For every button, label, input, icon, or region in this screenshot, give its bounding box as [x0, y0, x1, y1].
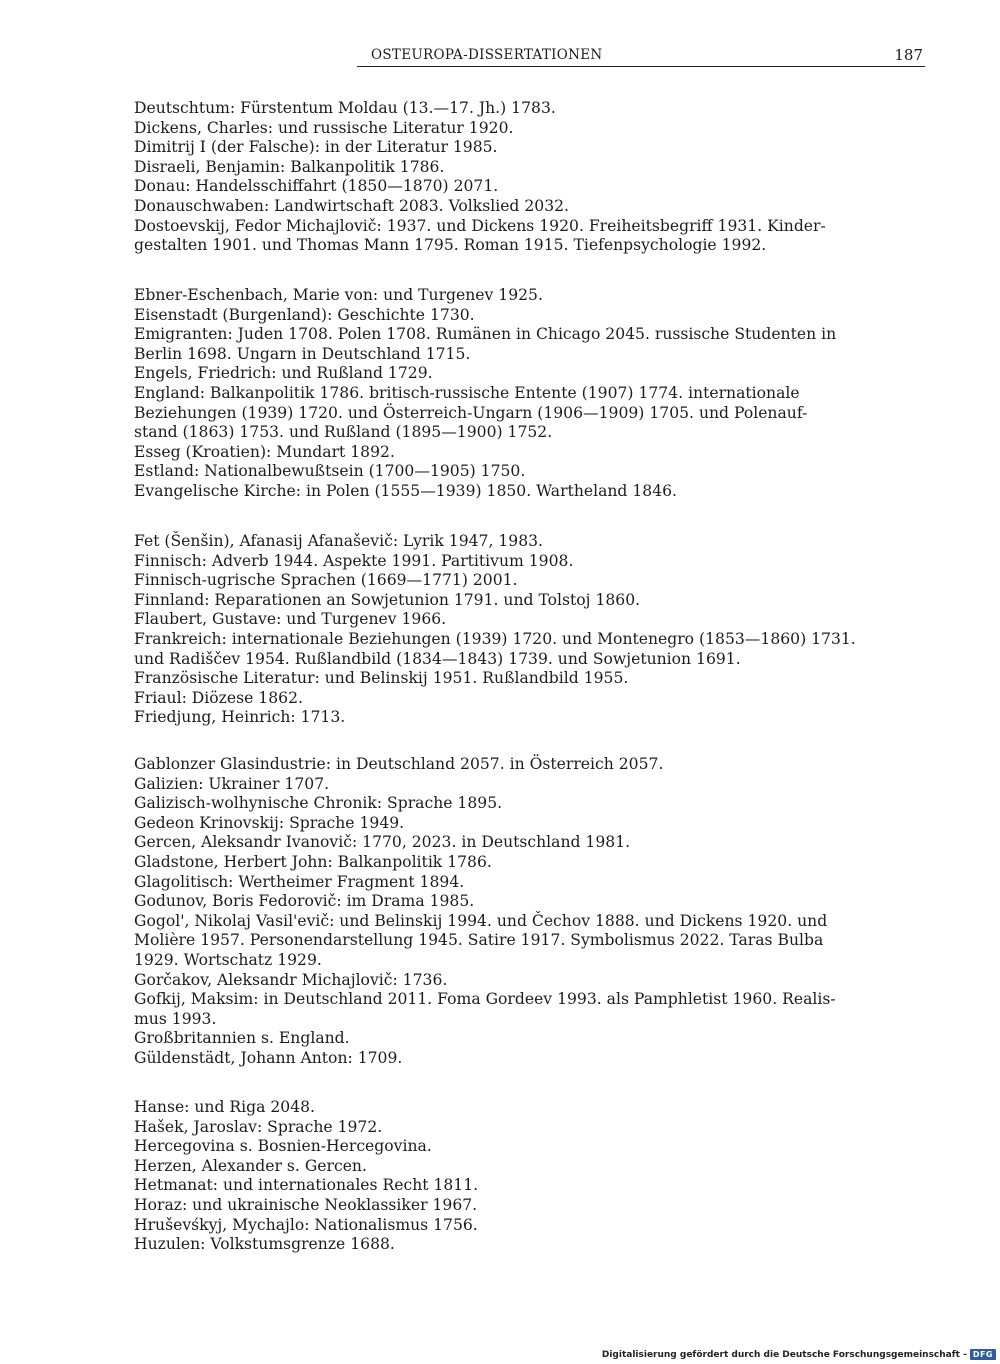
index-entry [134, 708, 934, 728]
entry-continuation: stand (1863) 1753. und Rußland (1895—1900) 1752. [134, 423, 553, 442]
entry-line: Gofkij, Maksim: in Deutschland 2011. Foma Gordeev 1993. als Pamphletist 1960. Realis- [134, 990, 836, 1009]
entry-line: Evangelische Kirche: in Polen (1555—1939) 1850. Wartheland 1846. [134, 481, 677, 500]
entry-line: Horaz: und ukrainische Neoklassiker 1967. [134, 1195, 478, 1214]
entry-line: Finnisch-ugrische Sprachen (1669—1771) 2001. [134, 571, 518, 590]
index-entry [134, 1137, 934, 1157]
index-entry [134, 630, 934, 669]
index-entry [134, 138, 934, 158]
entry-line: Emigranten: Juden 1708. Polen 1708. Rumänen in Chicago 2045. russische Studenten in [134, 325, 837, 344]
entry-line: Friaul: Diözese 1862. [134, 688, 303, 707]
index-entry [134, 158, 934, 178]
running-title: OSTEUROPA-DISSERTATIONEN [371, 47, 603, 63]
index-entry [134, 119, 934, 139]
entry-line: Esseg (Kroatien): Mundart 1892. [134, 442, 395, 461]
entry-line: Friedjung, Heinrich: 1713. [134, 708, 346, 727]
index-entry [134, 462, 934, 482]
entry-line: Dickens, Charles: und russische Literatur 1920. [134, 118, 514, 137]
entry-line: Großbritannien s. England. [134, 1029, 350, 1048]
index-entry [134, 286, 934, 306]
entry-line: Fet (Šenšin), Afanasij Afanaševič: Lyrik 1947, 1983. [134, 532, 544, 550]
index-group-f [134, 532, 934, 728]
entry-continuation: Beziehungen (1939) 1720. und Österreich-Ungarn (1906—1909) 1705. und Polenauf- [134, 403, 808, 422]
index-entry [134, 755, 934, 775]
index-entry [134, 443, 934, 463]
dfg-logo: DFG [970, 1349, 996, 1360]
entry-continuation: Molière 1957. Personendarstellung 1945. Satire 1917. Symbolismus 2022. Taras Bulba [134, 931, 824, 950]
index-entry [134, 532, 934, 552]
running-header [357, 46, 925, 67]
index-entry [134, 1049, 934, 1069]
index-group-e [134, 286, 934, 502]
index-entry [134, 990, 934, 1029]
entry-line: Gercen, Aleksandr Ivanovič: 1770, 2023. in Deutschland 1981. [134, 833, 631, 852]
index-entry [134, 1098, 934, 1118]
entry-line: Ebner-Eschenbach, Marie von: und Turgenev 1925. [134, 286, 543, 304]
index-entry [134, 1216, 934, 1236]
index-entry [134, 177, 934, 197]
entry-line: Dostoevskij, Fedor Michajlovič: 1937. und Dickens 1920. Freiheitsbegriff 1931. Kinder- [134, 216, 826, 235]
entry-line: Hruševśkyj, Mychajlo: Nationalismus 1756. [134, 1215, 478, 1234]
entry-continuation: Berlin 1698. Ungarn in Deutschland 1715. [134, 344, 471, 363]
entry-line: Güldenstädt, Johann Anton: 1709. [134, 1048, 403, 1067]
index-entry [134, 775, 934, 795]
entry-line: Glagolitisch: Wertheimer Fragment 1894. [134, 872, 465, 891]
index-entry [134, 794, 934, 814]
entry-line: Disraeli, Benjamin: Balkanpolitik 1786. [134, 157, 445, 176]
entry-line: Huzulen: Volkstumsgrenze 1688. [134, 1235, 395, 1254]
entry-line: Gorčakov, Aleksandr Michajlovič: 1736. [134, 970, 448, 989]
index-entry [134, 971, 934, 991]
entry-line: Estland: Nationalbewußtsein (1700—1905) 1750. [134, 462, 526, 481]
entry-line: Gladstone, Herbert John: Balkanpolitik 1786. [134, 852, 492, 871]
index-entry [134, 99, 934, 119]
index-entry [134, 1157, 934, 1177]
index-entry [134, 814, 934, 834]
entry-continuation: 1929. Wortschatz 1929. [134, 950, 322, 969]
footer-text: Digitalisierung gefördert durch die Deutsche Forschungsgemeinschaft - [601, 1349, 967, 1360]
index-entry [134, 197, 934, 217]
entry-line: Gablonzer Glasindustrie: in Deutschland 2057. in Österreich 2057. [134, 755, 664, 773]
index-entry [134, 591, 934, 611]
index-entry [134, 571, 934, 591]
index-entry [134, 1176, 934, 1196]
entry-line: Donau: Handelsschiffahrt (1850—1870) 2071. [134, 177, 499, 196]
entry-line: Hanse: und Riga 2048. [134, 1098, 316, 1116]
entry-line: Hašek, Jaroslav: Sprache 1972. [134, 1117, 383, 1136]
entry-line: Gedeon Krinovskij: Sprache 1949. [134, 813, 405, 832]
index-entry [134, 833, 934, 853]
index-group-h [134, 1098, 934, 1255]
entry-line: Eisenstadt (Burgenland): Geschichte 1730. [134, 305, 475, 324]
entry-line: Dimitrij I (der Falsche): in der Literatur 1985. [134, 138, 498, 157]
entry-line: Finnisch: Adverb 1944. Aspekte 1991. Partitivum 1908. [134, 551, 574, 570]
entry-line: Herzen, Alexander s. Gercen. [134, 1156, 367, 1175]
entry-line: Französische Literatur: und Belinskij 1951. Rußlandbild 1955. [134, 669, 629, 688]
index-entry [134, 325, 934, 364]
index-entry [134, 912, 934, 971]
entry-line: Galizisch-wolhynische Chronik: Sprache 1895. [134, 794, 503, 813]
index-group-d [134, 99, 934, 256]
index-entry [134, 552, 934, 572]
entry-line: Galizien: Ukrainer 1707. [134, 774, 330, 793]
entry-line: Gogol', Nikolaj Vasil'evič: und Belinskij 1994. und Čechov 1888. und Dickens 1920. und [134, 911, 828, 930]
entry-line: Hetmanat: und internationales Recht 1811. [134, 1176, 479, 1195]
entry-line: Godunov, Boris Fedorovič: im Drama 1985. [134, 892, 475, 911]
index-entry [134, 384, 934, 443]
entry-line: Donauschwaben: Landwirtschaft 2083. Volkslied 2032. [134, 196, 570, 215]
entry-continuation: gestalten 1901. und Thomas Mann 1795. Roman 1915. Tiefenpsychologie 1992. [134, 236, 767, 255]
index-entry [134, 306, 934, 326]
entry-continuation: und Radiščev 1954. Rußlandbild (1834—1843) 1739. und Sowjetunion 1691. [134, 649, 741, 668]
entry-line: Engels, Friedrich: und Rußland 1729. [134, 364, 433, 383]
index-entry [134, 853, 934, 873]
entry-line: England: Balkanpolitik 1786. britisch-russische Entente (1907) 1774. internationale [134, 383, 800, 402]
index-entry [134, 217, 934, 256]
index-entry [134, 610, 934, 630]
entry-line: Finnland: Reparationen an Sowjetunion 1791. und Tolstoj 1860. [134, 590, 641, 609]
index-group-g [134, 755, 934, 1069]
index-entry [134, 892, 934, 912]
index-entry [134, 1029, 934, 1049]
index-entry [134, 364, 934, 384]
digitization-footer [602, 1349, 996, 1360]
index-entry [134, 689, 934, 709]
index-entry [134, 1196, 934, 1216]
index-entry [134, 1235, 934, 1255]
entry-line: Deutschtum: Fürstentum Moldau (13.—17. Jh.) 1783. [134, 99, 556, 117]
entry-line: Flaubert, Gustave: und Turgenev 1966. [134, 610, 447, 629]
index-entry [134, 1118, 934, 1138]
index-entry [134, 873, 934, 893]
entry-line: Frankreich: internationale Beziehungen (1939) 1720. und Montenegro (1853—1860) 1731. [134, 629, 856, 648]
index-entry [134, 669, 934, 689]
entry-line: Hercegovina s. Bosnien-Hercegovina. [134, 1137, 432, 1156]
index-entry [134, 482, 934, 502]
entry-continuation: mus 1993. [134, 1009, 217, 1028]
page-number: 187 [894, 46, 923, 64]
